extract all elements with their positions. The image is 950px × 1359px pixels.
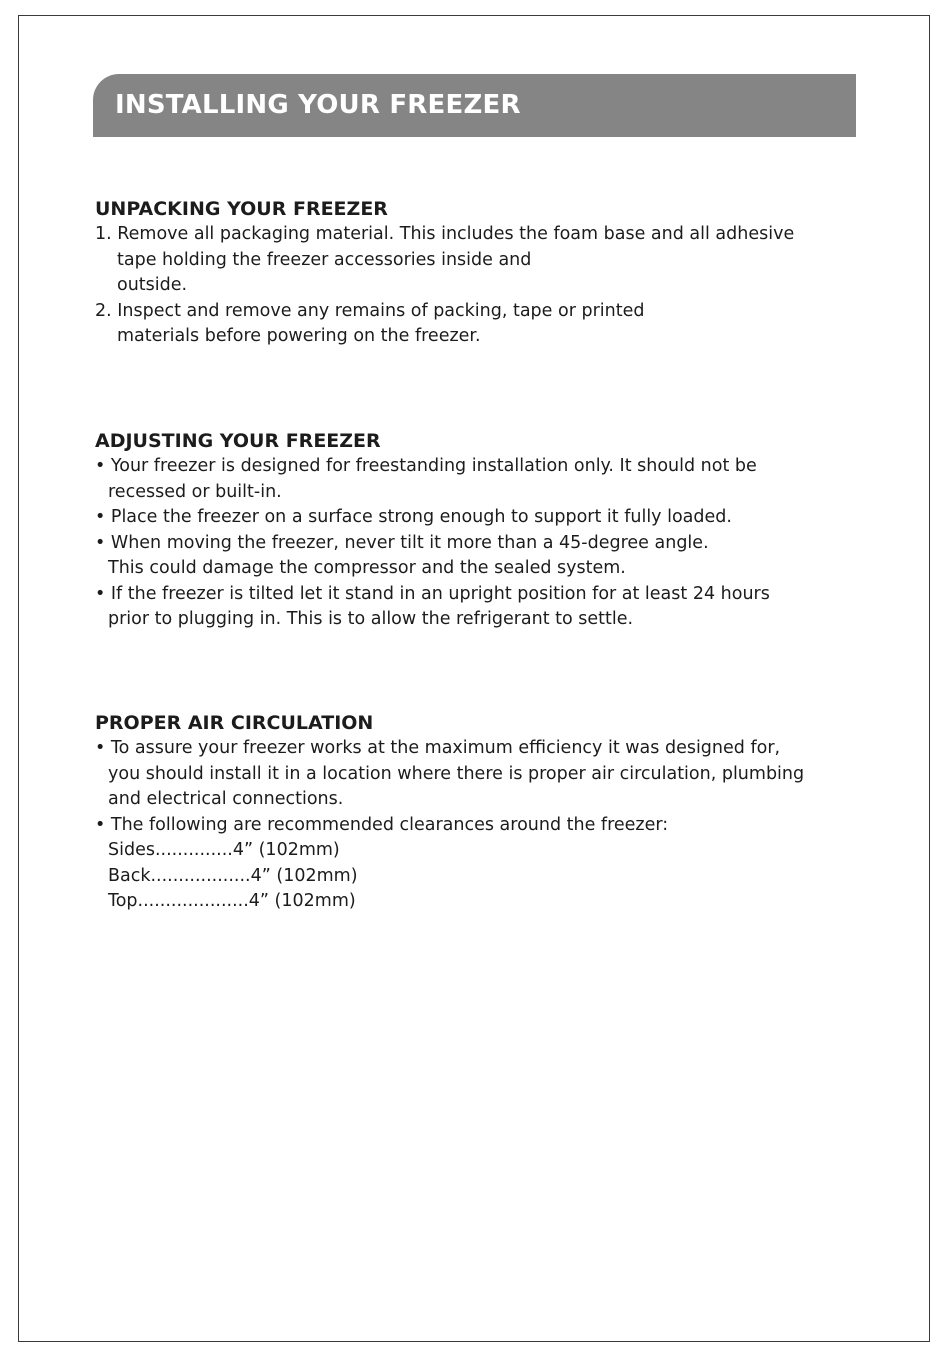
unpacking-line: outside. — [117, 275, 188, 295]
adjusting-line: This could damage the compressor and the sealed system. — [108, 558, 626, 578]
unpacking-line: materials before powering on the freezer. — [117, 326, 481, 346]
adjusting-section — [95, 428, 835, 633]
page-title: INSTALLING YOUR FREEZER — [115, 90, 521, 120]
adjusting-line: • Place the freezer on a surface strong enough to support it fully loaded. — [95, 507, 732, 527]
adjusting-line: prior to plugging in. This is to allow the refrigerant to settle. — [108, 609, 634, 629]
title-banner — [93, 74, 856, 137]
air-circulation-line: and electrical connections. — [108, 789, 344, 809]
adjusting-heading: ADJUSTING YOUR FREEZER — [95, 430, 381, 452]
unpacking-line: 1. Remove all packaging material. This includes the foam base and all adhesive — [95, 224, 795, 244]
adjusting-line: • If the freezer is tilted let it stand in an upright position for at least 24 hours — [95, 583, 770, 604]
clearance-back: Back..................4” (102mm) — [108, 865, 358, 886]
air-circulation-section — [95, 710, 835, 915]
unpacking-section — [95, 196, 835, 350]
unpacking-heading: UNPACKING YOUR FREEZER — [95, 198, 388, 220]
air-circulation-heading: PROPER AIR CIRCULATION — [95, 712, 374, 734]
adjusting-line: recessed or built-in. — [108, 481, 282, 502]
adjusting-line: • Your freezer is designed for freestanding installation only. It should not be — [95, 456, 757, 476]
unpacking-line: tape holding the freezer accessories inside and — [117, 249, 532, 270]
air-circulation-line: you should install it in a location where there is proper air circulation, plumbing — [108, 763, 805, 784]
unpacking-line: 2. Inspect and remove any remains of packing, tape or printed — [95, 300, 645, 321]
clearance-top: Top....................4” (102mm) — [108, 891, 356, 911]
clearance-sides: Sides..............4” (102mm) — [108, 840, 340, 860]
adjusting-line: • When moving the freezer, never tilt it more than a 45-degree angle. — [95, 532, 709, 553]
air-circulation-line: • The following are recommended clearances around the freezer: — [95, 814, 669, 835]
air-circulation-line: • To assure your freezer works at the maximum efficiency it was designed for, — [95, 738, 781, 758]
